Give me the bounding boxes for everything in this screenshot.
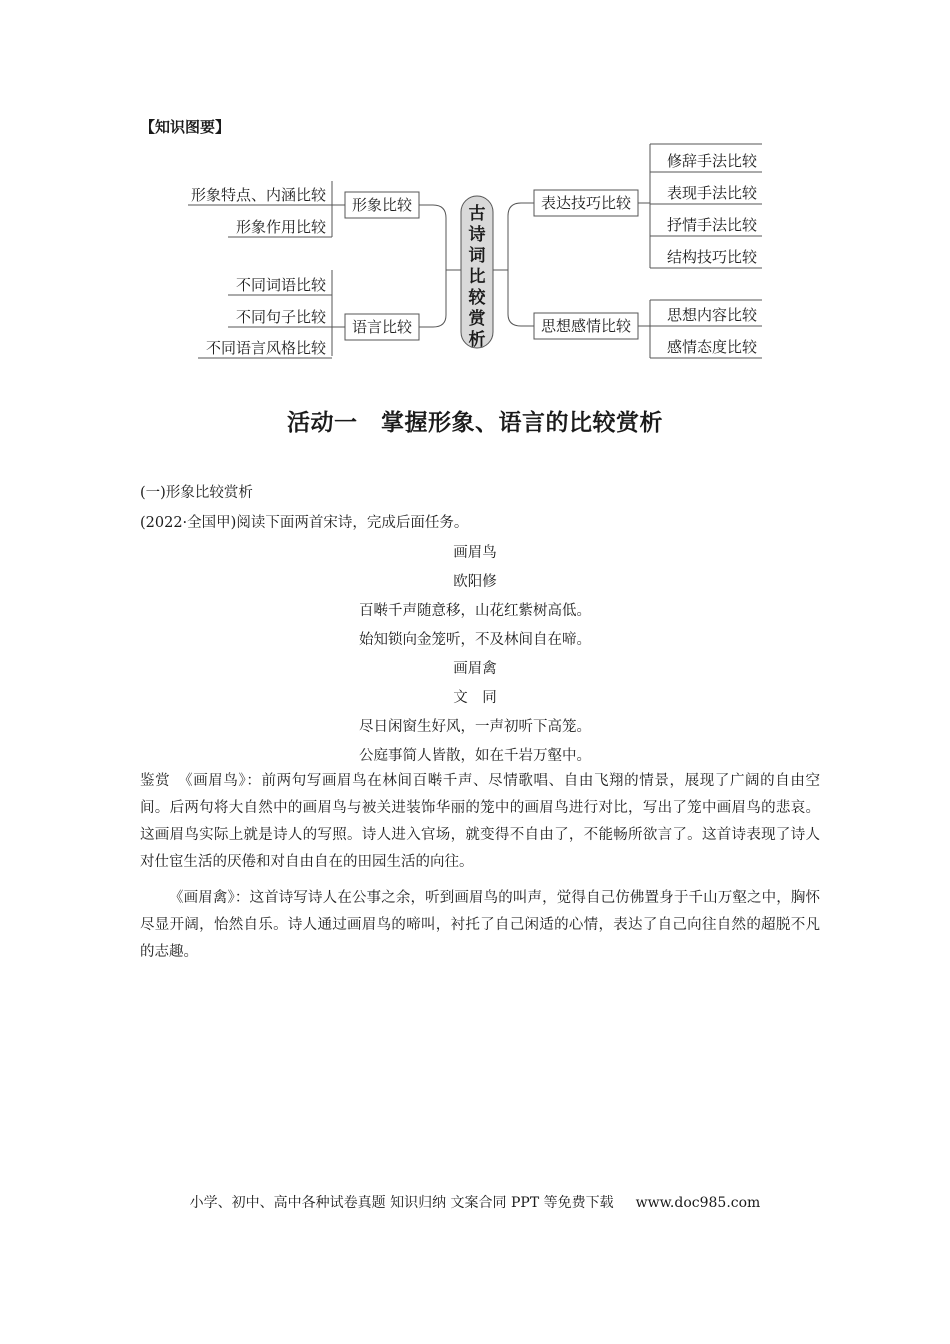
poem2-line: 公庭事简人皆散，如在千岩万壑中。 [359,748,591,764]
center-char: 赏 [468,309,486,329]
poem1-line: 始知锁向金笼听，不及林间自在啼。 [359,632,591,648]
leaf-structure: 结构技巧比较 [667,248,758,266]
leaf-lyric: 抒情手法比较 [667,216,758,234]
poem2-author: 文 同 [453,690,497,706]
branch-label-image: 形象比较 [351,196,413,214]
activity-heading: 活动一 掌握形象、语言的比较赏析 [287,409,663,436]
poem1-author: 欧阳修 [453,574,497,590]
leaf-expression: 表现手法比较 [667,184,758,202]
section-tag: 【知识图要】 [140,118,231,136]
appreciation-paragraph-2: 《画眉禽》：这首诗写诗人在公事之余，听到画眉鸟的叫声，觉得自己仿佛置身于千山万壑之中，胸怀尽显开阔，怡然自乐。诗人通过画眉鸟的啼叫，衬托了自己闲适的心情，表达了自己向往自然的超脱不凡的志趣。 [140,890,820,960]
branch-label-technique: 表达技巧比较 [540,194,632,212]
leaf-thought: 思想内容比较 [667,306,758,324]
center-char: 古 [468,204,486,224]
poem1-title: 画眉鸟 [453,545,497,561]
leaf-attitude: 感情态度比较 [667,338,758,356]
appreciation-paragraph-1: 鉴赏 《画眉鸟》：前两句写画眉鸟在林间百啭千声、尽情歌唱、自由飞翔的情景，展现了广阔的自由空间。后两句将大自然中的画眉鸟与被关进装饰华丽的笼中的画眉鸟进行对比，写出了笼中画眉鸟的悲哀。这画眉鸟实际上就是诗人的写照。诗人进入官场，就变得不自由了，不能畅所欲言了。这首诗表现了诗人对仕宦生活的厌倦和对自由自在的田园生活的向往。 [140,773,820,870]
center-char: 词 [468,246,486,266]
poem2-title: 画眉禽 [453,661,497,677]
leaf-style: 不同语言风格比较 [205,339,326,357]
branch-label-language: 语言比较 [351,318,413,336]
branch-label-emotion: 思想感情比较 [540,317,632,335]
center-char: 析 [468,330,486,350]
question-source: (2022·全国甲)阅读下面两首宋诗，完成后面任务。 [140,515,469,531]
knowledge-mindmap [0,0,950,370]
subsection-title: (一)形象比较赏析 [140,485,253,501]
leaf-image-feature: 形象特点、内涵比较 [190,186,326,204]
leaf-sentences: 不同句子比较 [235,308,326,326]
footer-url[interactable]: www.doc985.com [635,1195,761,1211]
page-footer [0,1192,950,1212]
leaf-rhetoric: 修辞手法比较 [667,152,758,170]
center-char: 比 [468,267,486,287]
footer-text: 小学、初中、高中各种试卷真题 知识归纳 文案合同 PPT 等免费下载 [189,1195,614,1211]
mindmap-center-label [468,203,487,350]
poem2-line: 尽日闲窗生好风，一声初听下高笼。 [359,719,591,735]
leaf-words: 不同词语比较 [235,276,326,294]
poem1-line: 百啭千声随意移，山花红紫树高低。 [359,603,591,619]
center-char: 诗 [468,225,486,245]
center-char: 较 [468,288,486,308]
leaf-image-function: 形象作用比较 [235,218,326,236]
